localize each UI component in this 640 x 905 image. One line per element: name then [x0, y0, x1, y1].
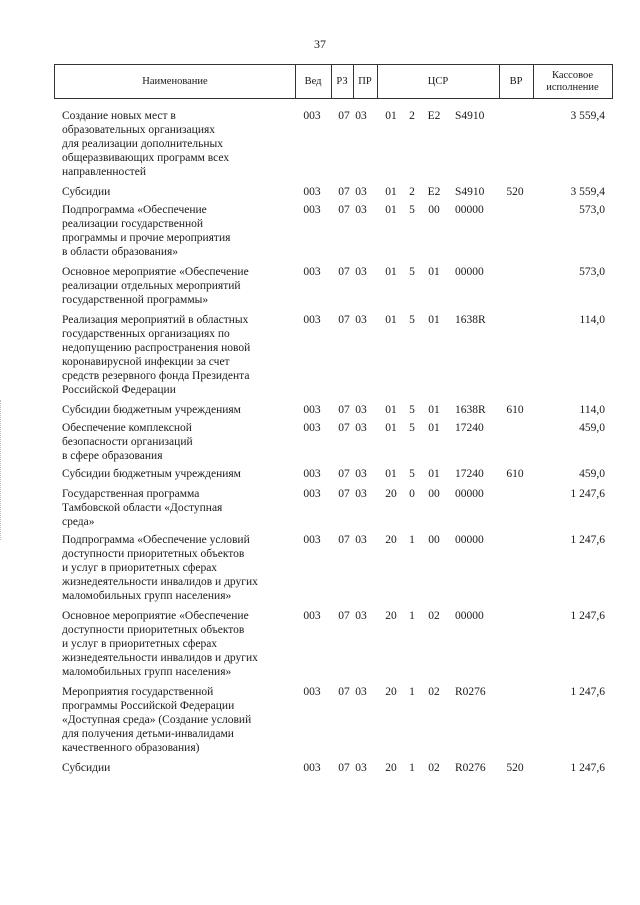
row-name-line: программы и прочие мероприятия: [62, 232, 231, 244]
row-c2: 5: [409, 404, 415, 416]
row-name-line: Мероприятия государственной: [62, 686, 214, 698]
row-pr: 03: [355, 186, 367, 198]
table-row: [0, 761, 640, 775]
row-c1: 01: [385, 204, 397, 216]
row-c3: 00: [428, 534, 440, 546]
row-c2: 2: [409, 186, 415, 198]
row-name: [62, 185, 300, 199]
row-ved: 003: [303, 314, 321, 326]
row-ved: 003: [303, 686, 321, 698]
row-name-line: Субсидии: [62, 762, 111, 774]
row-name-line: Государственная программа: [62, 488, 200, 500]
row-name: [62, 467, 300, 481]
row-rz: 07: [338, 488, 350, 500]
row-pr: 03: [355, 468, 367, 480]
row-name-line: Создание новых мест в: [62, 110, 176, 122]
row-c1: 01: [385, 266, 397, 278]
row-c2: 5: [409, 266, 415, 278]
row-name-line: Тамбовской области «Доступная: [62, 502, 223, 514]
row-name-line: Подпрограмма «Обеспечение условий: [62, 534, 250, 546]
row-c1: 20: [385, 610, 397, 622]
row-vr: 610: [506, 468, 524, 480]
row-name-line: образовательных организациях: [62, 124, 216, 136]
row-name-line: реализации государственной: [62, 218, 204, 230]
row-pr: 03: [355, 534, 367, 546]
row-amount: 1 247,6: [570, 762, 605, 774]
row-c3: 02: [428, 686, 440, 698]
row-name-line: Реализация мероприятий в областных: [62, 314, 249, 326]
row-pr: 03: [355, 404, 367, 416]
row-c2: 1: [409, 686, 415, 698]
row-c3: 01: [428, 422, 440, 434]
row-amount: 1 247,6: [570, 534, 605, 546]
header-amount-line2: исполнение: [546, 81, 599, 93]
row-name: [62, 403, 300, 417]
header-amount-line1: Кассовое: [551, 69, 594, 81]
row-c4: 17240: [455, 468, 484, 480]
row-c3: 01: [428, 468, 440, 480]
row-c1: 01: [385, 186, 397, 198]
table-row: [0, 467, 640, 481]
row-ved: 003: [303, 110, 321, 122]
table-row: [0, 609, 640, 679]
row-name-line: маломобильных групп населения»: [62, 590, 232, 602]
row-ved: 003: [303, 186, 321, 198]
row-c3: 01: [428, 404, 440, 416]
row-c3: 01: [428, 314, 440, 326]
row-c1: 01: [385, 314, 397, 326]
row-c1: 20: [385, 488, 397, 500]
row-name-line: для реализации дополнительных: [62, 138, 223, 150]
row-pr: 03: [355, 204, 367, 216]
row-name-line: «Доступная среда» (Создание условий: [62, 714, 252, 726]
row-amount: 3 559,4: [570, 110, 605, 122]
table-row: [0, 109, 640, 179]
row-name: [62, 313, 300, 397]
row-ved: 003: [303, 762, 321, 774]
row-name-line: для получения детьми-инвалидами: [62, 728, 234, 740]
row-name-line: коронавирусной инфекции за счет: [62, 356, 230, 368]
row-rz: 07: [338, 422, 350, 434]
header-name: Наименование: [142, 75, 208, 87]
table-row: [0, 487, 640, 529]
header-amount: [533, 65, 612, 98]
row-name: [62, 487, 300, 529]
row-vr: 520: [506, 186, 524, 198]
row-c3: 01: [428, 266, 440, 278]
row-c4: S4910: [455, 110, 485, 122]
row-c4: S4910: [455, 186, 485, 198]
row-rz: 07: [338, 314, 350, 326]
row-name-line: Основное мероприятие «Обеспечение: [62, 266, 249, 278]
row-ved: 003: [303, 422, 321, 434]
row-c2: 5: [409, 204, 415, 216]
row-pr: 03: [355, 686, 367, 698]
header-pr: ПР: [358, 75, 372, 87]
row-name-line: и услуг в приоритетных сферах: [62, 638, 218, 650]
row-c4: R0276: [455, 762, 486, 774]
row-name: [62, 109, 300, 179]
row-name-line: Субсидии бюджетным учреждениям: [62, 468, 241, 480]
row-name-line: недопущению распространения новой: [62, 342, 251, 354]
row-name-line: в области образования»: [62, 246, 179, 258]
row-pr: 03: [355, 488, 367, 500]
row-name: [62, 609, 300, 679]
row-c4: 1638R: [455, 314, 486, 326]
row-name-line: Субсидии бюджетным учреждениям: [62, 404, 241, 416]
row-amount: 573,0: [579, 204, 605, 216]
row-name-line: доступности приоритетных объектов: [62, 548, 245, 560]
row-c4: 17240: [455, 422, 484, 434]
row-name: [62, 761, 300, 775]
row-c2: 0: [409, 488, 415, 500]
header-csr: ЦСР: [427, 75, 449, 87]
row-pr: 03: [355, 610, 367, 622]
row-rz: 07: [338, 534, 350, 546]
row-c1: 01: [385, 468, 397, 480]
row-vr: 610: [506, 404, 524, 416]
row-rz: 07: [338, 204, 350, 216]
row-ved: 003: [303, 610, 321, 622]
row-c2: 5: [409, 314, 415, 326]
table-body: [0, 109, 640, 781]
row-c1: 01: [385, 404, 397, 416]
row-c3: 02: [428, 610, 440, 622]
row-c4: 00000: [455, 534, 484, 546]
row-c2: 1: [409, 534, 415, 546]
row-rz: 07: [338, 468, 350, 480]
row-pr: 03: [355, 762, 367, 774]
table-row: [0, 403, 640, 417]
row-ved: 003: [303, 266, 321, 278]
row-ved: 003: [303, 534, 321, 546]
row-c4: 00000: [455, 204, 484, 216]
row-c4: 00000: [455, 266, 484, 278]
row-c4: 00000: [455, 610, 484, 622]
row-c1: 20: [385, 762, 397, 774]
row-name-line: доступности приоритетных объектов: [62, 624, 245, 636]
header-ved: Вед: [304, 75, 322, 87]
row-c3: 00: [428, 488, 440, 500]
table-row: [0, 685, 640, 755]
row-c3: E2: [427, 186, 441, 198]
row-c4: R0276: [455, 686, 486, 698]
header-vr: ВР: [509, 75, 523, 87]
row-name: [62, 685, 300, 755]
row-name: [62, 533, 300, 603]
row-vr: 520: [506, 762, 524, 774]
row-c2: 5: [409, 468, 415, 480]
table-row: [0, 421, 640, 463]
row-name-line: средств резервного фонда Президента: [62, 370, 250, 382]
header-rz: РЗ: [336, 75, 348, 87]
row-c1: 01: [385, 110, 397, 122]
row-amount: 1 247,6: [570, 686, 605, 698]
row-name-line: общеразвивающих программ всех: [62, 152, 230, 164]
row-c3: 00: [428, 204, 440, 216]
row-name-line: в сфере образования: [62, 450, 163, 462]
row-name-line: жизнедеятельности инвалидов и других: [62, 652, 258, 664]
row-ved: 003: [303, 404, 321, 416]
row-name-line: направленностей: [62, 166, 146, 178]
row-name: [62, 421, 300, 463]
row-amount: 573,0: [579, 266, 605, 278]
row-rz: 07: [338, 266, 350, 278]
row-name-line: жизнедеятельности инвалидов и других: [62, 576, 258, 588]
row-c2: 1: [409, 762, 415, 774]
row-c3: E2: [427, 110, 441, 122]
row-name-line: Подпрограмма «Обеспечение: [62, 204, 207, 216]
row-amount: 459,0: [579, 468, 605, 480]
row-ved: 003: [303, 488, 321, 500]
row-c4: 00000: [455, 488, 484, 500]
row-name-line: Основное мероприятие «Обеспечение: [62, 610, 249, 622]
row-c1: 20: [385, 686, 397, 698]
row-c2: 1: [409, 610, 415, 622]
row-name-line: среда»: [62, 516, 95, 528]
row-name: [62, 265, 300, 307]
row-rz: 07: [338, 762, 350, 774]
row-amount: 114,0: [579, 314, 605, 326]
row-name-line: и услуг в приоритетных сферах: [62, 562, 218, 574]
row-rz: 07: [338, 110, 350, 122]
row-amount: 3 559,4: [570, 186, 605, 198]
row-amount: 1 247,6: [570, 610, 605, 622]
row-name-line: государственной программы»: [62, 294, 209, 306]
row-rz: 07: [338, 186, 350, 198]
row-c2: 5: [409, 422, 415, 434]
row-rz: 07: [338, 610, 350, 622]
table-header: [54, 64, 613, 99]
row-amount: 114,0: [579, 404, 605, 416]
row-pr: 03: [355, 266, 367, 278]
table-row: [0, 313, 640, 397]
row-ved: 003: [303, 204, 321, 216]
row-ved: 003: [303, 468, 321, 480]
row-name-line: маломобильных групп населения»: [62, 666, 232, 678]
page-number: 37: [314, 37, 326, 51]
row-c1: 20: [385, 534, 397, 546]
row-name-line: Обеспечение комплексной: [62, 422, 192, 434]
row-amount: 459,0: [579, 422, 605, 434]
table-row: [0, 265, 640, 307]
row-pr: 03: [355, 422, 367, 434]
table-row: [0, 185, 640, 199]
row-rz: 07: [338, 686, 350, 698]
row-c1: 01: [385, 422, 397, 434]
row-c3: 02: [428, 762, 440, 774]
table-row: [0, 203, 640, 259]
row-pr: 03: [355, 110, 367, 122]
row-name-line: безопасности организаций: [62, 436, 193, 448]
row-name-line: программы Российской Федерации: [62, 700, 235, 712]
row-name-line: Субсидии: [62, 186, 111, 198]
row-name: [62, 203, 300, 259]
row-c2: 2: [409, 110, 415, 122]
row-pr: 03: [355, 314, 367, 326]
table-row: [0, 533, 640, 603]
row-c4: 1638R: [455, 404, 486, 416]
scan-edge-marks: [0, 400, 4, 540]
row-amount: 1 247,6: [570, 488, 605, 500]
row-name-line: Российской Федерации: [62, 384, 176, 396]
row-name-line: реализации отдельных мероприятий: [62, 280, 241, 292]
row-name-line: государственных организациях по: [62, 328, 230, 340]
row-name-line: качественного образования): [62, 742, 200, 754]
row-rz: 07: [338, 404, 350, 416]
